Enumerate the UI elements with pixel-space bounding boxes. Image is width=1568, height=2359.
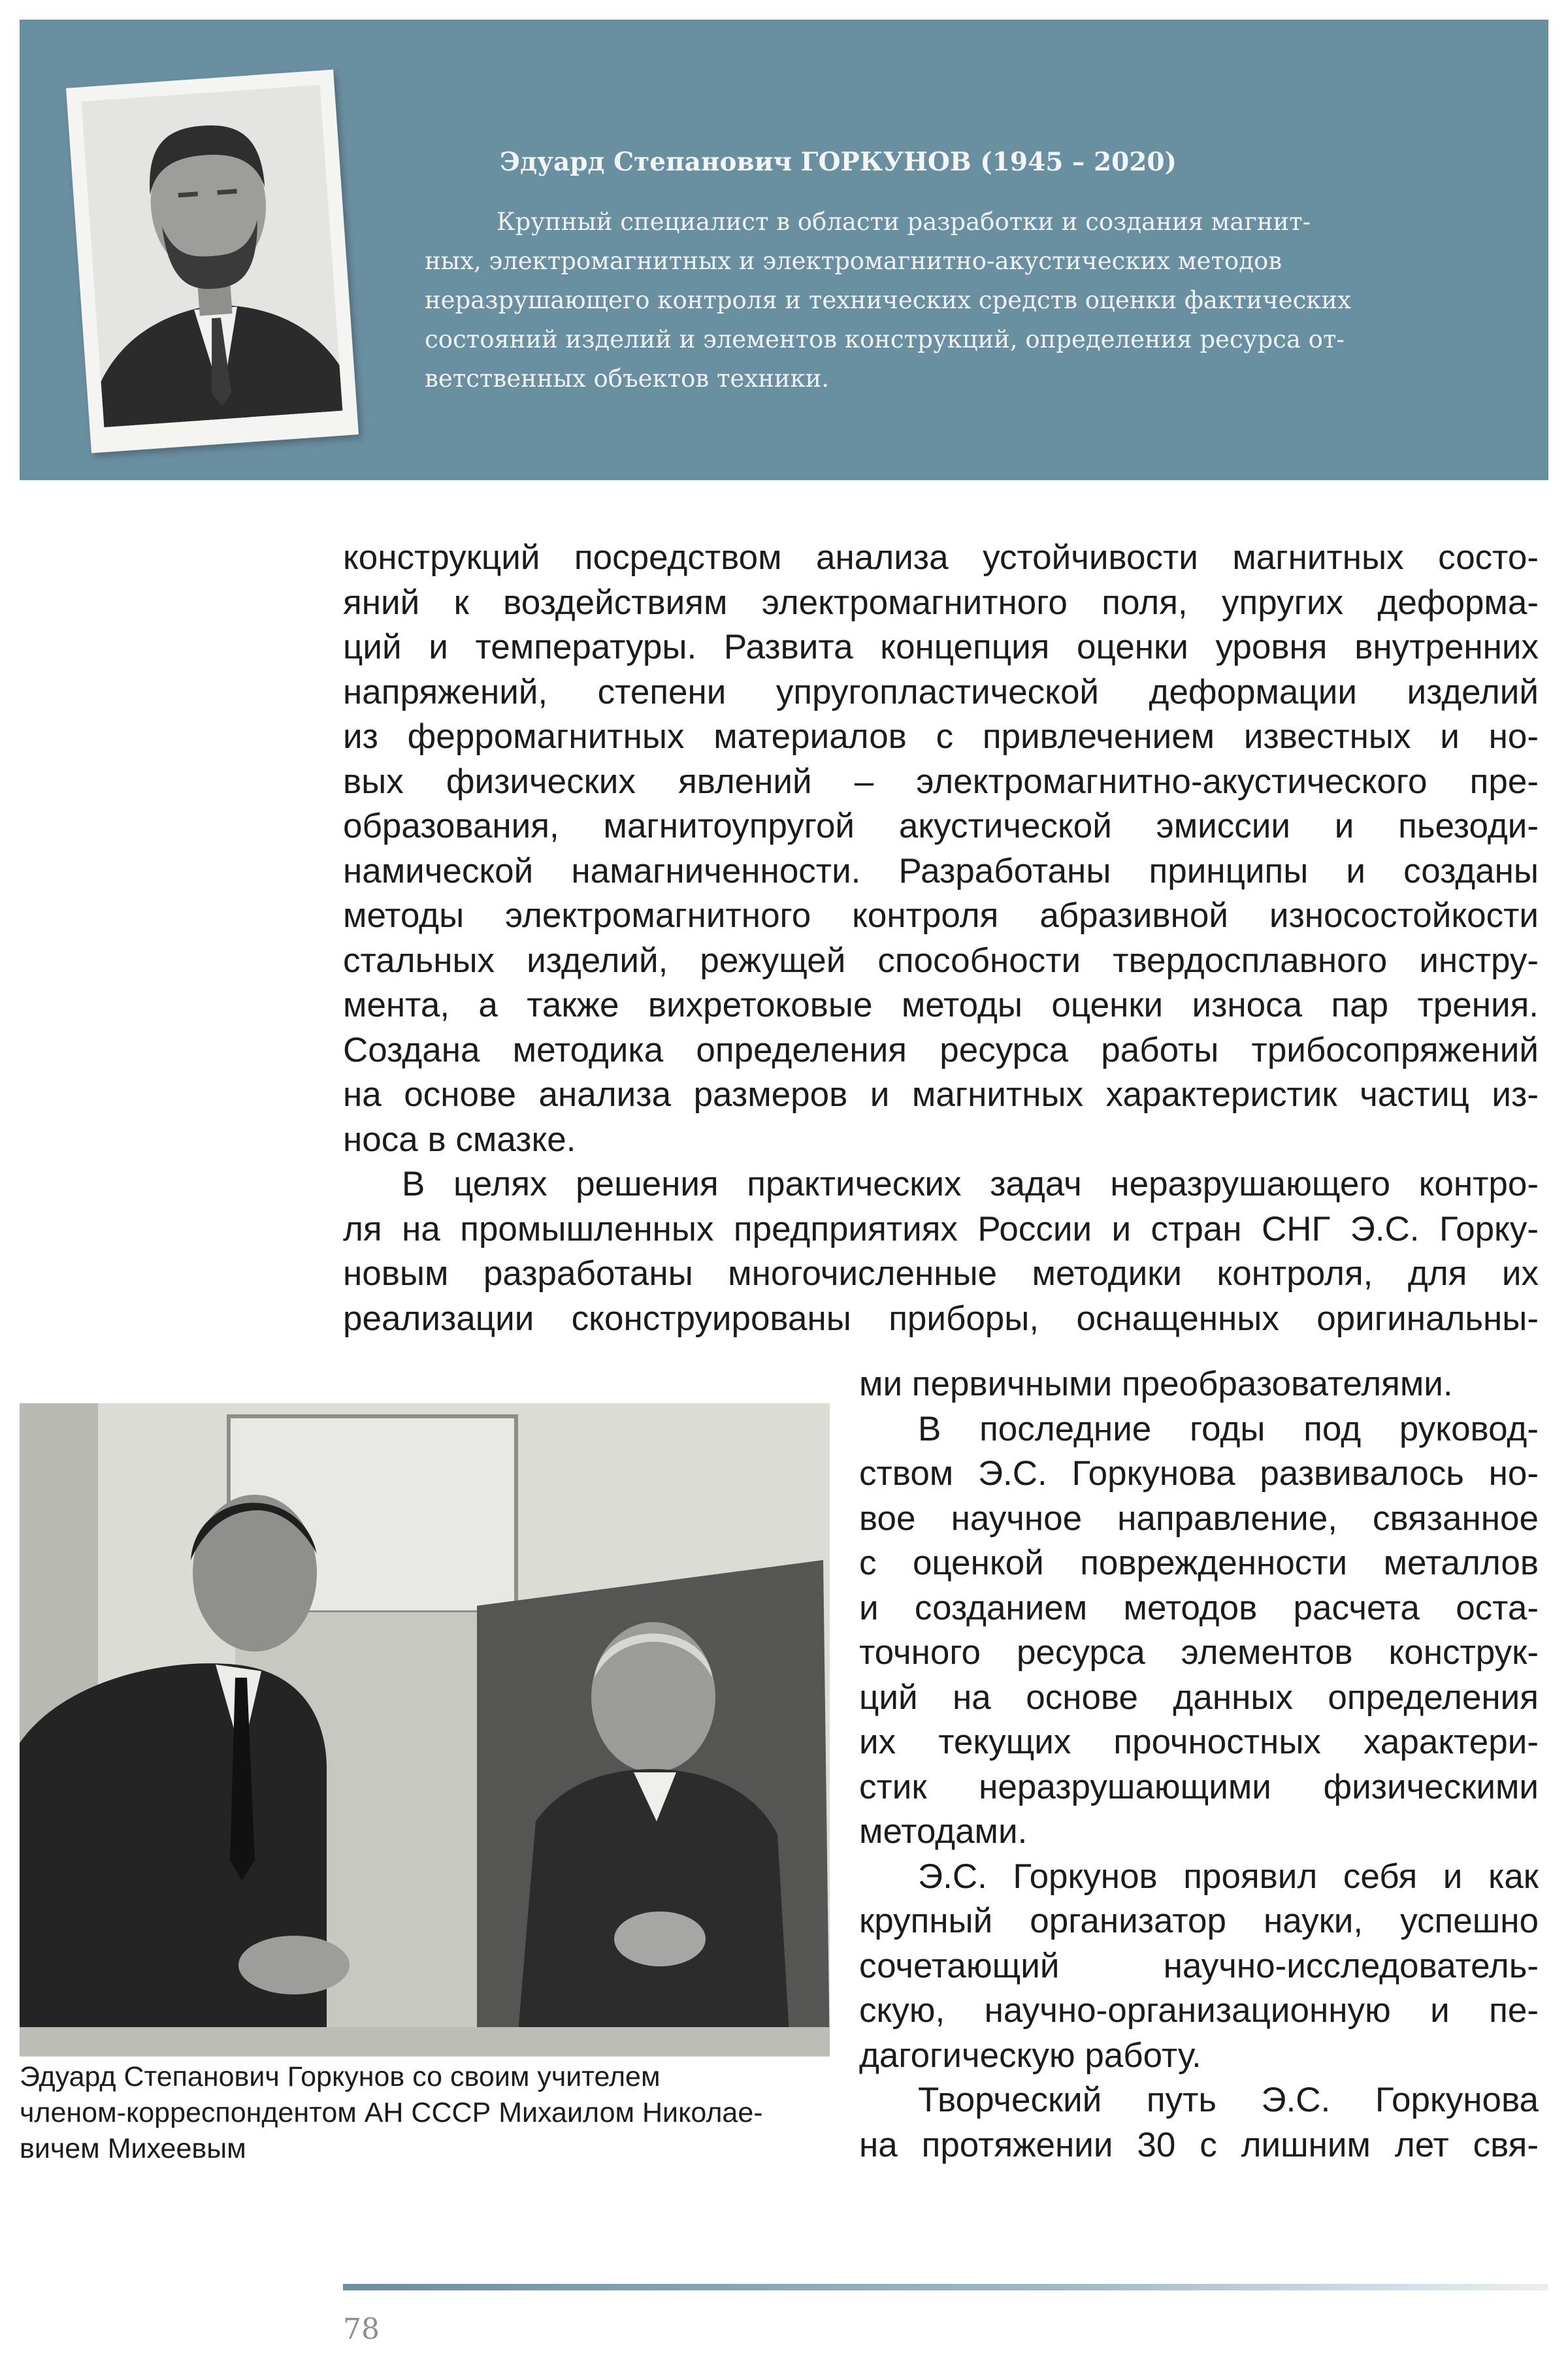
portrait-photo-frame — [66, 69, 359, 453]
text-line: с оценкой поврежденности металлов — [859, 1544, 1539, 1582]
article-text-column — [859, 1362, 1539, 2168]
text-line: новым разработаны многочисленные методики контроля, для их — [343, 1254, 1539, 1293]
text-line: конструкций посредством анализа устойчивости магнитных состо- — [343, 538, 1539, 577]
text-line: вых физических явлений – электромагнитно-акустического пре- — [343, 762, 1539, 801]
article-text — [343, 536, 1539, 1341]
text-line: В целях решения практических задач неразрушающего контро- — [402, 1165, 1539, 1203]
page-number: 78 — [343, 2313, 380, 2346]
text-line: точного ресурса элементов конструк- — [859, 1633, 1539, 1672]
text-line: ством Э.С. Горкунова развивалось но- — [859, 1454, 1539, 1493]
text-line: носа в смазке. — [343, 1120, 576, 1159]
text-line: мента, а также вихретоковые методы оценки износа пар трения. — [343, 986, 1539, 1024]
text-line: стик неразрушающими физическими — [859, 1767, 1539, 1806]
photo-caption — [20, 2059, 843, 2167]
bio-line: неразрушающего контроля и технических средств оценки фактических — [425, 286, 1351, 314]
text-line: намической намагниченности. Разработаны принципы и созданы — [343, 851, 1539, 890]
footer-divider — [343, 2284, 1548, 2290]
bio-line: состояний изделий и элементов конструкций, определения ресурса от- — [425, 325, 1345, 353]
caption-line: членом-корреспондентом АН СССР Михаилом Николае- — [20, 2097, 763, 2128]
text-line: ля на промышленных предприятиях России и стран СНГ Э.С. Горку- — [343, 1209, 1539, 1248]
text-line: Э.С. Горкунов проявил себя и как — [918, 1857, 1539, 1896]
text-line: образования, магнитоупругой акустической эмиссии и пьезоди- — [343, 807, 1539, 845]
text-line: на основе анализа размеров и магнитных характеристик частиц из- — [343, 1075, 1539, 1114]
caption-line: вичем Михеевым — [20, 2133, 246, 2164]
text-line: Создана методика определения ресурса работы трибосопряжений — [343, 1030, 1539, 1069]
text-line: ций на основе данных определения — [859, 1678, 1539, 1717]
text-line: скую, научно-организационную и пе- — [859, 1991, 1539, 2030]
portrait-photo — [81, 85, 342, 427]
text-line: Творческий путь Э.С. Горкунова — [918, 2081, 1539, 2119]
text-line: и созданием методов расчета оста- — [859, 1588, 1539, 1627]
text-line: реализации сконструированы приборы, оснащенных оригинальны- — [343, 1299, 1539, 1338]
text-line: из ферромагнитных материалов с привлечением известных и но- — [343, 717, 1539, 756]
text-line: методы электромагнитного контроля абразивной износостойкости — [343, 896, 1539, 935]
text-line: крупный организатор науки, успешно — [859, 1902, 1539, 1940]
text-line: их текущих прочностных характери- — [859, 1723, 1539, 1761]
bio-line: ветственных объектов техники. — [425, 365, 830, 393]
bio-summary — [425, 203, 1444, 399]
text-line: вое научное направление, связанное — [859, 1499, 1539, 1538]
text-line: В последние годы под руковод- — [918, 1409, 1539, 1448]
text-line: ми первичными преобразователями. — [859, 1365, 1453, 1403]
caption-line: Эдуард Степанович Горкунов со своим учителем — [20, 2061, 661, 2092]
bio-line: ных, электромагнитных и электромагнитно-акустических методов — [425, 247, 1282, 275]
text-line: яний к воздействиям электромагнитного поля, упругих деформа- — [343, 583, 1539, 622]
historical-photo — [20, 1403, 830, 2057]
text-line: методами. — [859, 1812, 1028, 1851]
text-line: сочетающий научно-исследователь- — [859, 1946, 1539, 1985]
text-line: напряжений, степени упругопластической деформации изделий — [343, 672, 1539, 711]
text-line: стальных изделий, режущей способности твердосплавного инстру- — [343, 941, 1539, 980]
text-line: на протяжении 30 с лишним лет свя- — [859, 2125, 1539, 2164]
text-line: дагогическую работу. — [859, 2036, 1201, 2075]
bio-line: Крупный специалист в области разработки и создания магнит- — [497, 208, 1311, 236]
text-line: ций и температуры. Развита концепция оценки уровня внутренних — [343, 628, 1539, 666]
header-banner — [20, 20, 1548, 480]
bio-name-heading: Эдуард Степанович ГОРКУНОВ (1945 – 2020) — [500, 147, 1177, 177]
